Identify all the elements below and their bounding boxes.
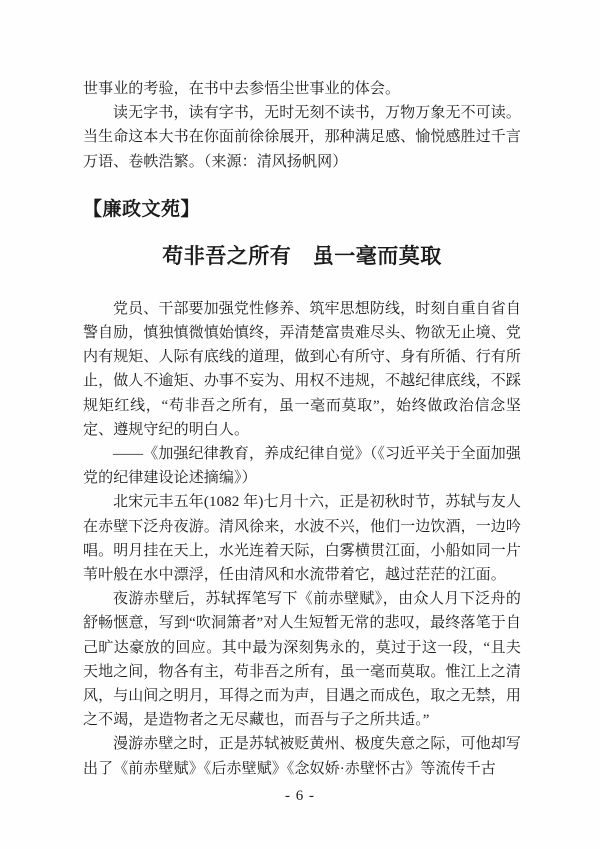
- page-number: - 6 -: [285, 788, 315, 804]
- text-column: [83, 77, 521, 781]
- paragraph-intro: 读无字书，读有字书，无时无刻不读书，万物万象无不可读。当生命这本大书在你面前徐徐展开，那种满足感、愉悦感胜过千言万语、卷帙浩繁。（来源：清风扬帆网）: [83, 105, 521, 170]
- article-paragraph-1: 党员、干部要加强党性修养、筑牢思想防线，时刻自重自省自警自励，慎独慎微慎始慎终，弄清楚富贵难尽头、物欲无止境、党内有规矩、人际有底线的道理，做到心有所守、身有所循、行有所止，做人不逾矩、办事不妄为、用权不违规，不越纪律底线，不踩规矩红线，“苟非吾之所有，虽一毫而莫取”，始终做政治信念坚定、遵规守纪的明白人。: [83, 300, 521, 438]
- paragraph-continuation: 世事业的考验，在书中去参悟尘世事业的体会。: [83, 81, 401, 97]
- article-title: 苟非吾之所有 虽一毫而莫取: [162, 243, 442, 268]
- article-paragraph-2-citation: ——《加强纪律教育，养成纪律自觉》（《习近平关于全面加强党的纪律建设论述摘编》）: [83, 446, 521, 487]
- article-paragraph-3: 北宋元丰五年(1082 年)七月十六，正是初秋时节，苏轼与友人在赤壁下泛舟夜游。清风徐来，水波不兴，他们一边饮酒，一边吟唱。明月挂在天上，水光连着天际，白雾横贯江面，小船如同一片苇叶般在水中漂浮，任由清风和水流带着它，越过茫茫的江面。: [83, 494, 521, 584]
- section-header: 【廉政文苑】: [83, 198, 201, 220]
- article-paragraph-5: 漫游赤壁之时，正是苏轼被贬黄州、极度失意之际，可他却写出了《前赤壁赋》《后赤壁赋》《念奴娇·赤壁怀古》等流传千古: [83, 736, 521, 777]
- article-paragraph-4: 夜游赤壁后，苏轼挥笔写下《前赤壁赋》，由众人月下泛舟的舒畅惬意，写到“吹洞箫者”对人生短暂无常的悲叹，最终落笔于自己旷达豪放的回应。其中最为深刻隽永的，莫过于这一段，“且夫天地之间，物各有主，苟非吾之所有，虽一毫而莫取。惟江上之清风，与山间之明月，耳得之而为声，目遇之而成色，取之无禁，用之不竭，是造物者之无尽藏也，而吾与子之所共适。”: [83, 591, 521, 729]
